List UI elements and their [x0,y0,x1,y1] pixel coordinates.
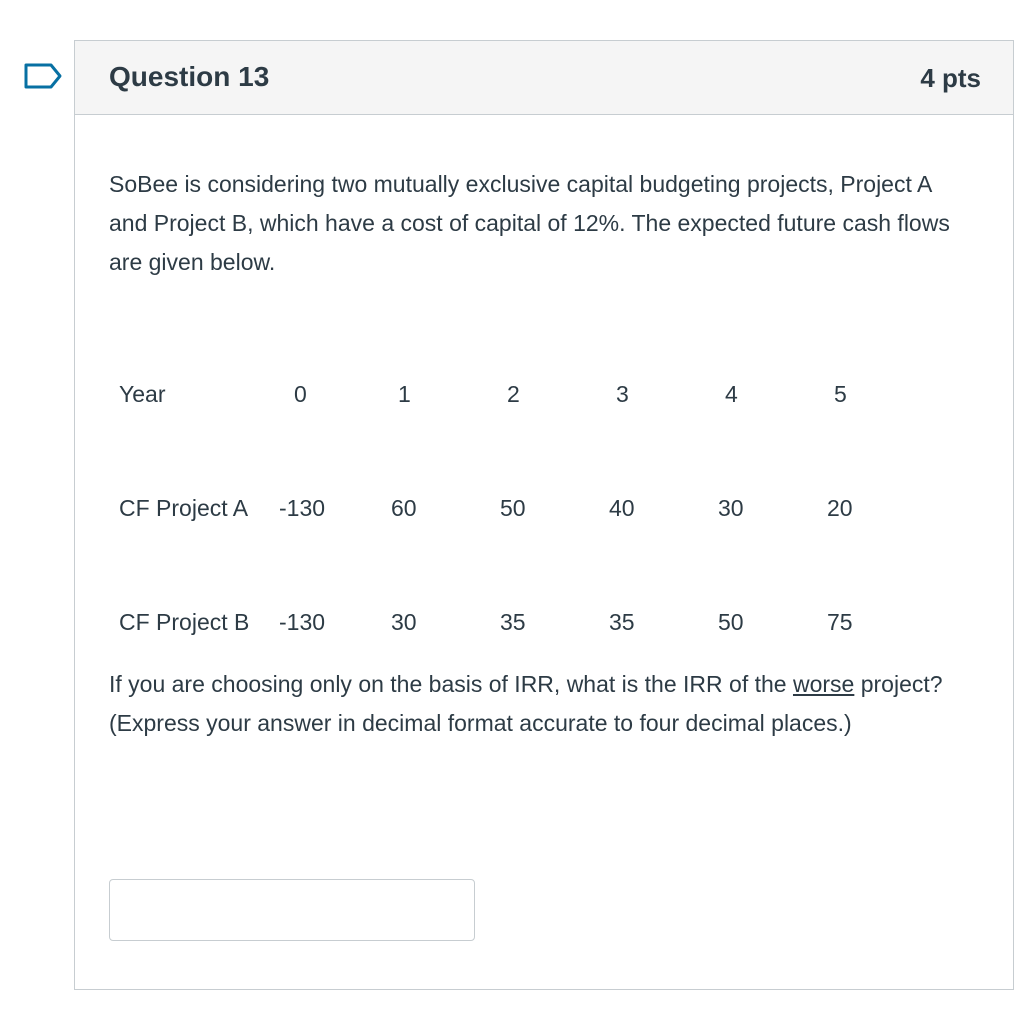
prompt-emphasis: worse [792,671,855,697]
question-header [75,41,1013,115]
table-cell: -130 [279,608,326,635]
table-cell: 5 [834,380,847,407]
table-cell: CF Project B [119,608,250,635]
table-row-project-a [119,451,887,565]
table-cell: 50 [718,608,744,635]
table-cell: 40 [609,494,635,521]
cash-flow-table [119,337,887,679]
table-cell: 35 [609,608,635,635]
table-cell: 30 [718,494,744,521]
table-cell: 20 [827,494,853,521]
question-text: SoBee is considering two mutually exclusive capital budgeting projects, Project A and Project B, which have a cost of capital of 12%. The expected future cash flows are given below. [109,171,950,275]
table-cell: 60 [391,494,417,521]
table-cell: 0 [294,380,307,407]
table-cell: 35 [500,608,526,635]
question-points: 4 pts [920,63,981,93]
table-cell: 4 [725,380,738,407]
table-cell: 30 [391,608,417,635]
table-cell: -130 [279,494,326,521]
table-cell: 1 [398,380,411,407]
prompt-text-before: If you are choosing only on the basis of IRR, what is the IRR of the [109,671,793,697]
table-cell: 3 [616,380,629,407]
table-cell: 2 [507,380,520,407]
table-cell: 75 [827,608,853,635]
bookmark-flag-icon[interactable] [24,63,62,89]
question-title: Question 13 [109,61,270,92]
table-cell: CF Project A [119,494,249,521]
question-card [74,40,1014,990]
answer-input[interactable] [109,879,475,941]
table-cell: Year [119,380,166,407]
table-row-year [119,337,887,451]
question-prompt [109,665,969,743]
table-row-project-b [119,565,887,679]
table-cell: 50 [500,494,526,521]
prompt-text-after: project? (Express your answer in decimal format accurate to four decimal places.) [109,671,943,736]
